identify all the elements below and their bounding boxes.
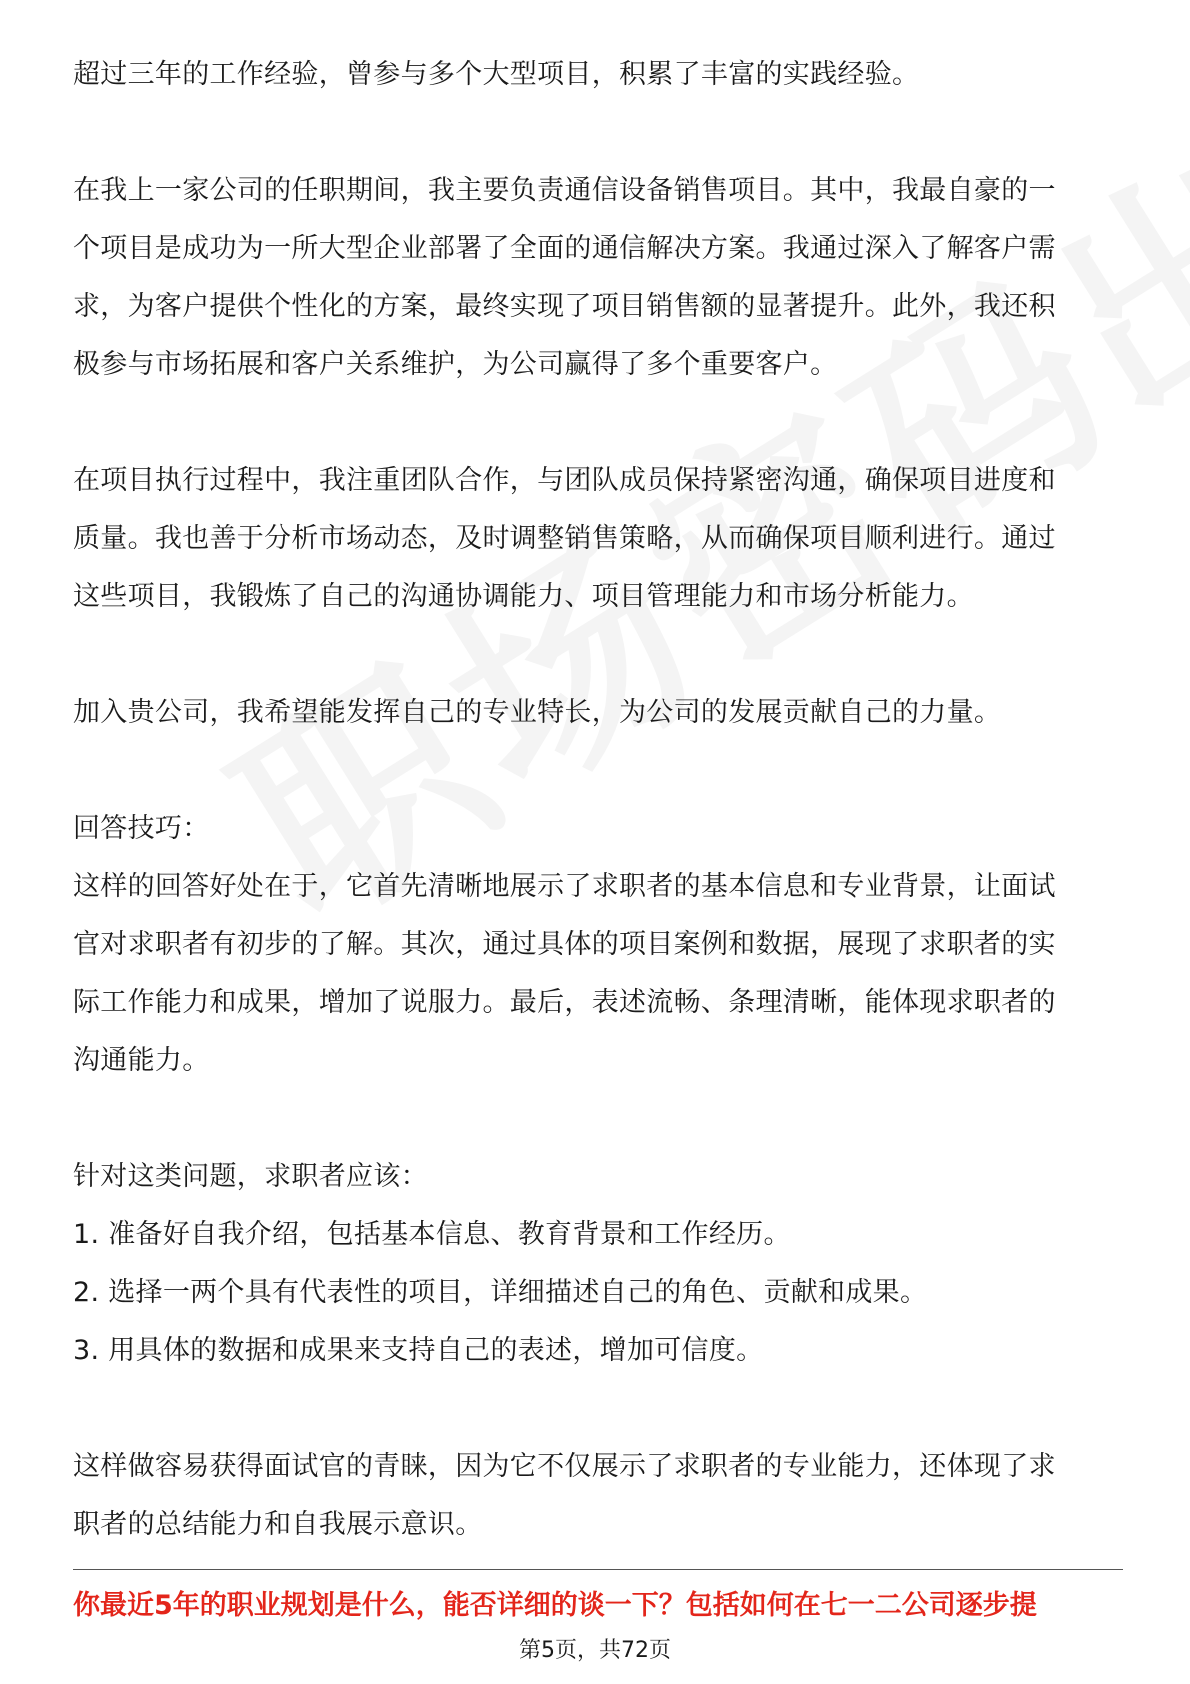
document-body xyxy=(73,46,1123,1554)
divider xyxy=(73,1569,1123,1570)
paragraph-line: 职者的总结能力和自我展示意识。 xyxy=(73,1509,483,1540)
paragraph-line: 超过三年的工作经验，曾参与多个大型项目，积累了丰富的实践经验。 xyxy=(73,59,920,90)
paragraph-line: 求，为客户提供个性化的方案，最终实现了项目销售额的显著提升。此外，我还积 xyxy=(73,291,1056,322)
list-item: 2. 选择一两个具有代表性的项目，详细描述自己的角色、贡献和成果。 xyxy=(73,1277,928,1308)
paragraph-line: 个项目是成功为一所大型企业部署了全面的通信解决方案。我通过深入了解客户需 xyxy=(73,233,1056,264)
paragraph-line: 沟通能力。 xyxy=(73,1045,210,1076)
should-heading: 针对这类问题，求职者应该： xyxy=(73,1161,428,1192)
next-question-heading: 你最近5年的职业规划是什么，能否详细的谈一下？包括如何在七一二公司逐步提 xyxy=(73,1590,1037,1621)
paragraph-line: 这样做容易获得面试官的青睐，因为它不仅展示了求职者的专业能力，还体现了求 xyxy=(73,1451,1056,1482)
paragraph-line: 质量。我也善于分析市场动态，及时调整销售策略，从而确保项目顺利进行。通过 xyxy=(73,523,1056,554)
paragraph-line: 这些项目，我锻炼了自己的沟通协调能力、项目管理能力和市场分析能力。 xyxy=(73,581,974,612)
page-footer: 第5页，共72页 xyxy=(519,1638,671,1663)
paragraph-line: 在项目执行过程中，我注重团队合作，与团队成员保持紧密沟通，确保项目进度和 xyxy=(73,465,1056,496)
paragraph-line: 这样的回答好处在于，它首先清晰地展示了求职者的基本信息和专业背景，让面试 xyxy=(73,871,1056,902)
list-item: 3. 用具体的数据和成果来支持自己的表述，增加可信度。 xyxy=(73,1335,764,1366)
paragraph-line: 在我上一家公司的任职期间，我主要负责通信设备销售项目。其中，我最自豪的一 xyxy=(73,175,1056,206)
paragraph-line: 官对求职者有初步的了解。其次，通过具体的项目案例和数据，展现了求职者的实 xyxy=(73,929,1056,960)
paragraph-line: 际工作能力和成果，增加了说服力。最后，表述流畅、条理清晰，能体现求职者的 xyxy=(73,987,1056,1018)
tips-heading: 回答技巧： xyxy=(73,813,210,844)
list-item: 1. 准备好自我介绍，包括基本信息、教育背景和工作经历。 xyxy=(73,1219,791,1250)
paragraph-line: 加入贵公司，我希望能发挥自己的专业特长，为公司的发展贡献自己的力量。 xyxy=(73,697,1002,728)
paragraph-line: 极参与市场拓展和客户关系维护，为公司赢得了多个重要客户。 xyxy=(73,349,838,380)
